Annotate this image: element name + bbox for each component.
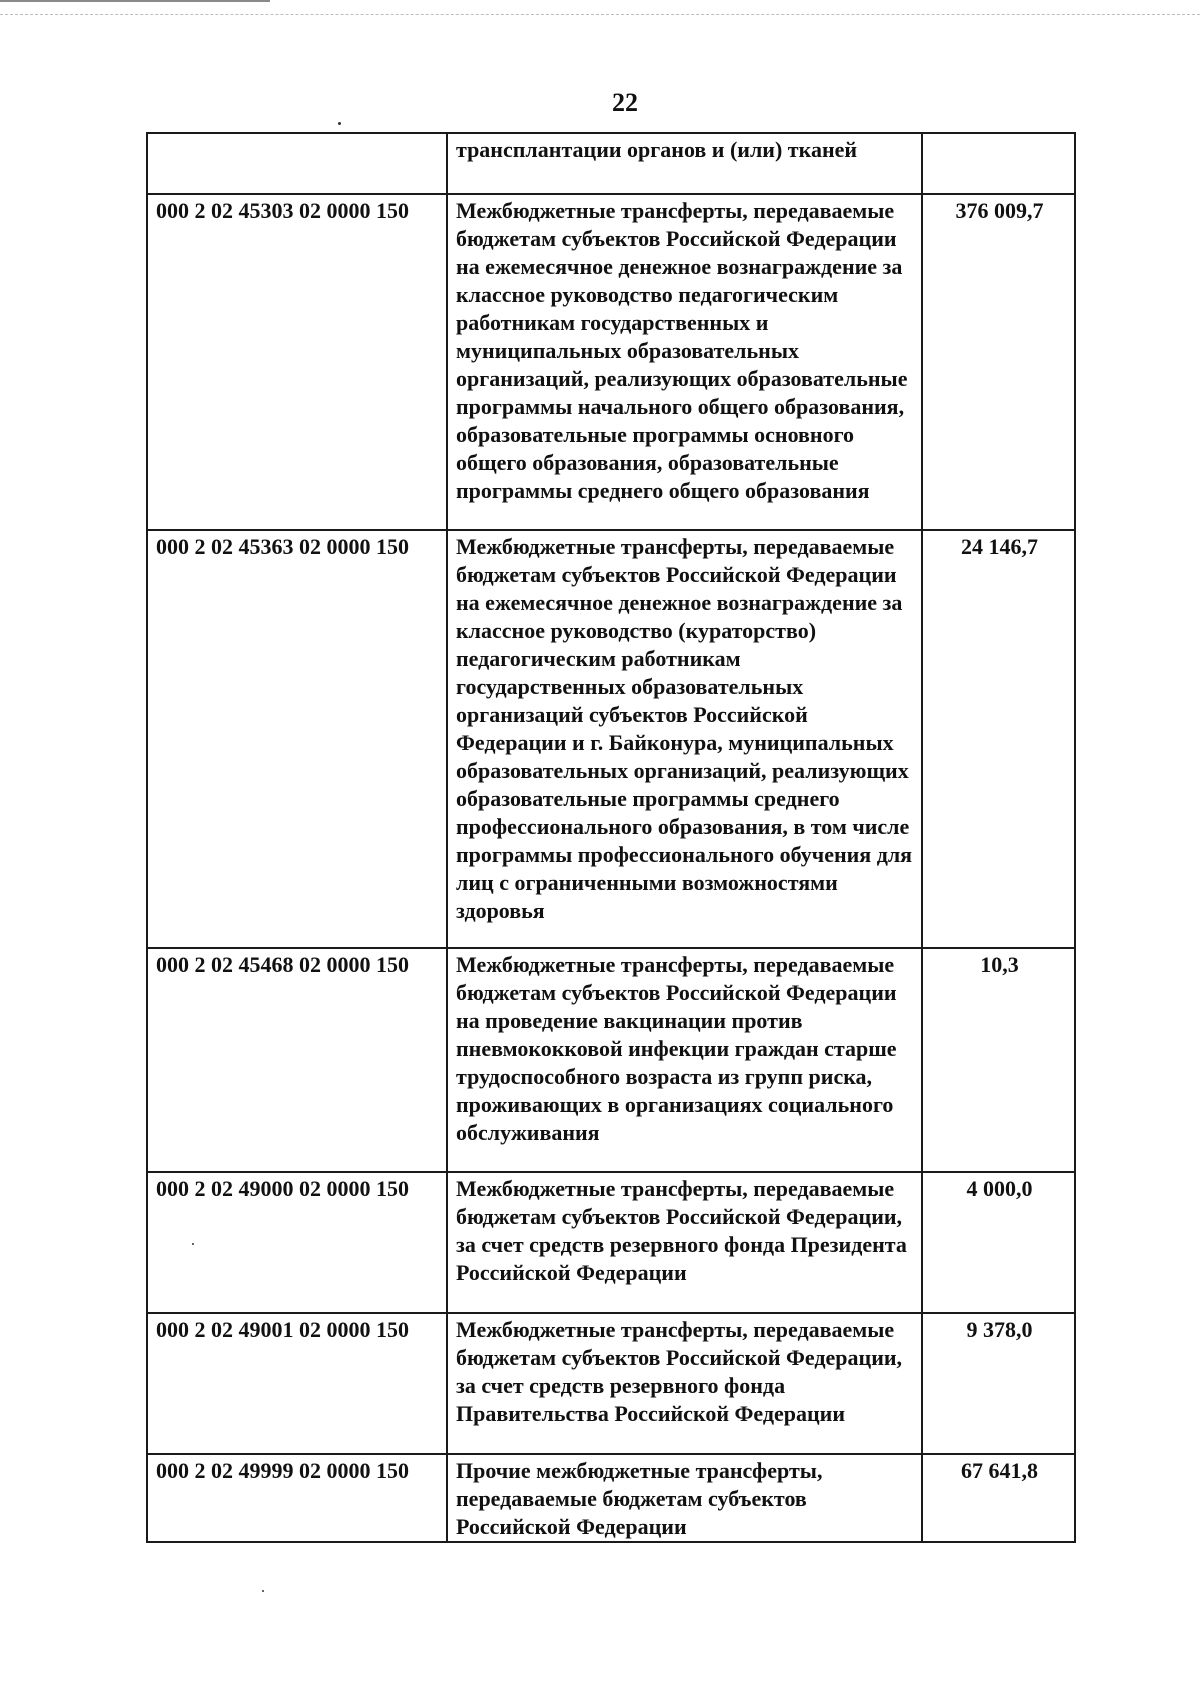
scan-edge-line — [0, 0, 270, 2]
table-row — [147, 948, 1075, 1172]
budget-code-cell: 000 2 02 49999 02 0000 150 — [147, 1454, 447, 1542]
budget-code-cell: 000 2 02 45303 02 0000 150 — [147, 194, 447, 530]
page-number: 22 — [612, 88, 638, 117]
description-cell: Межбюджетные трансферты, передаваемые бюджетам субъектов Российской Федерации на ежемесячное денежное вознаграждение за классное руководство педагогическим работникам государственных и муниципальных образовательных организаций, реализующих образовательные программы начального общего образования, образовательные программы основного общего образования, образовательные программы среднего общего образования — [447, 194, 922, 530]
description-cell: Межбюджетные трансферты, передаваемые бюджетам субъектов Российской Федерации, за счет средств резервного фонда Президента Российской Федерации — [447, 1172, 922, 1313]
scan-speck — [338, 122, 341, 125]
budget-code-cell: 000 2 02 45363 02 0000 150 — [147, 530, 447, 948]
budget-code-cell: 000 2 02 49000 02 0000 150 — [147, 1172, 447, 1313]
description-cell: Межбюджетные трансферты, передаваемые бюджетам субъектов Российской Федерации на ежемесячное денежное вознаграждение за классное руководство (кураторство) педагогическим работникам государственных образовательных организаций субъектов Российской Федерации и г. Байконура, муниципальных образовательных организаций, реализующих образовательные программы среднего профессионального образования, в том числе программы профессионального обучения для лиц с ограниченными возможностями здоровья — [447, 530, 922, 948]
table-row — [147, 1454, 1075, 1542]
scan-speck — [262, 1590, 264, 1592]
budget-code-cell: 000 2 02 45468 02 0000 150 — [147, 948, 447, 1172]
amount-cell: 376 009,7 — [922, 194, 1075, 530]
budget-code-cell: 000 2 02 49001 02 0000 150 — [147, 1313, 447, 1454]
amount-cell — [922, 133, 1075, 194]
description-cell: трансплантации органов и (или) тканей — [447, 133, 922, 194]
amount-cell: 24 146,7 — [922, 530, 1075, 948]
amount-cell: 67 641,8 — [922, 1454, 1075, 1542]
table-row — [147, 133, 1075, 194]
description-cell: Межбюджетные трансферты, передаваемые бюджетам субъектов Российской Федерации на проведение вакцинации против пневмококковой инфекции граждан старше трудоспособного возраста из групп риска, проживающих в организациях социального обслуживания — [447, 948, 922, 1172]
budget-table — [146, 132, 1076, 1543]
table-row — [147, 1313, 1075, 1454]
table-row — [147, 1172, 1075, 1313]
scan-dashed-line — [0, 14, 1200, 15]
amount-cell: 4 000,0 — [922, 1172, 1075, 1313]
table-row — [147, 530, 1075, 948]
table-row — [147, 194, 1075, 530]
description-cell: Межбюджетные трансферты, передаваемые бюджетам субъектов Российской Федерации, за счет средств резервного фонда Правительства Российской Федерации — [447, 1313, 922, 1454]
description-cell: Прочие межбюджетные трансферты, передаваемые бюджетам субъектов Российской Федерации — [447, 1454, 922, 1542]
amount-cell: 9 378,0 — [922, 1313, 1075, 1454]
budget-code-cell — [147, 133, 447, 194]
amount-cell: 10,3 — [922, 948, 1075, 1172]
